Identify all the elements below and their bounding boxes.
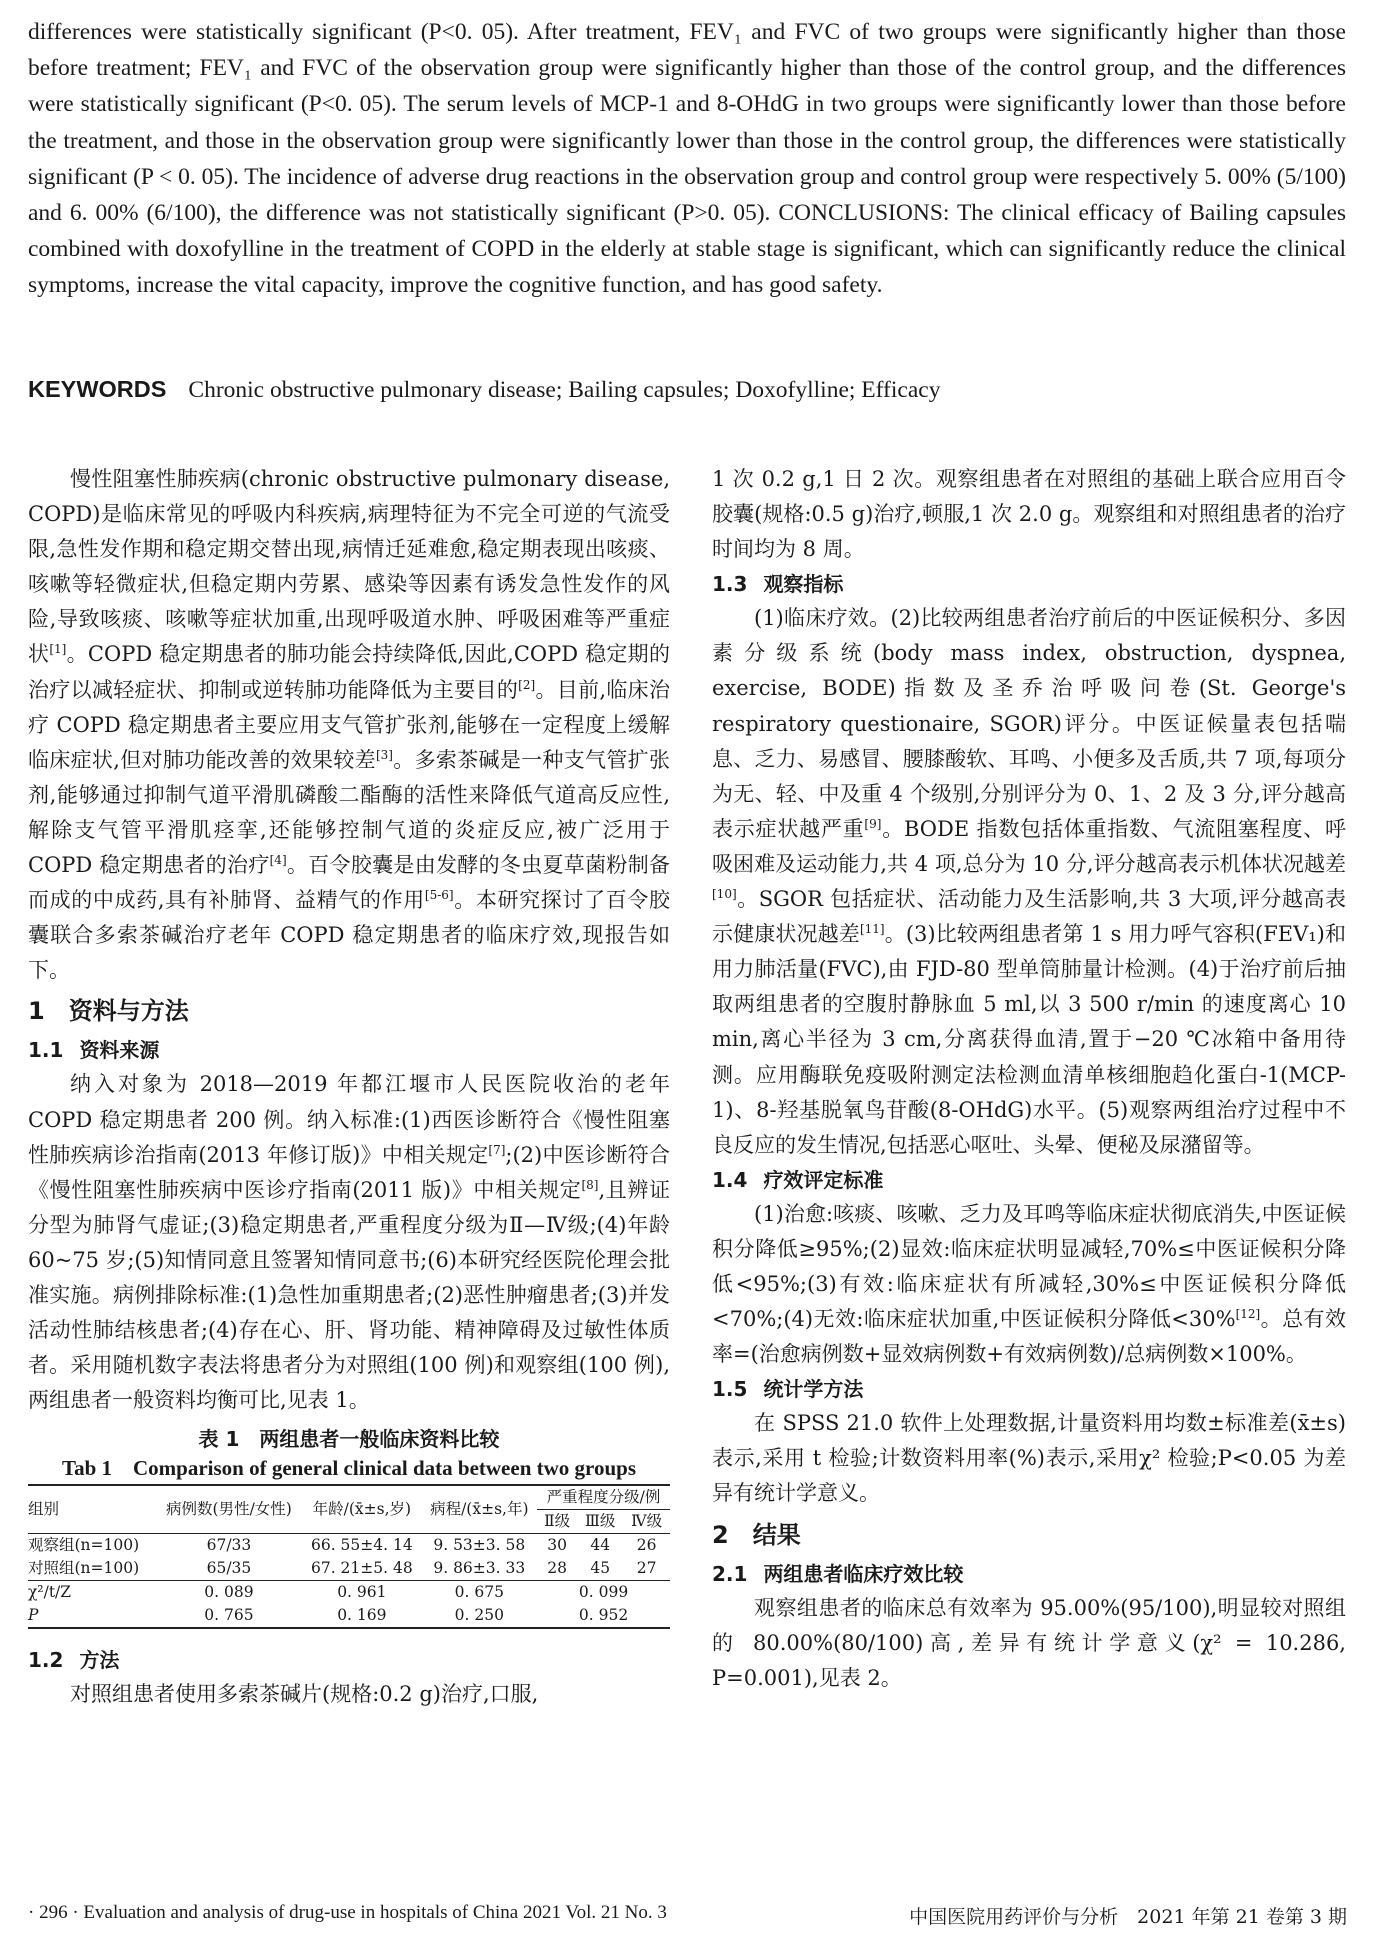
table-row: 对照组(n=100) 65/35 67. 21±5. 48 9. 86±3. 33 28 45 27 <box>28 1559 657 1578</box>
section-heading-1-1: 1.1 资料来源 <box>28 1038 160 1063</box>
section-heading-2: 2 结果 <box>712 1520 801 1549</box>
right-column <box>712 462 1346 1696</box>
left-column <box>28 462 670 1712</box>
keywords-line <box>28 376 1346 404</box>
table-row-stat: χ²/t/Z 0. 089 0. 961 0. 675 0. 099 <box>28 1581 670 1605</box>
method-paragraph: 对照组患者使用多索茶碱片(规格:0.2 g)治疗,口服, <box>70 1682 539 1707</box>
table-row-p: P 0. 765 0. 169 0. 250 0. 952 <box>28 1606 629 1625</box>
header-grade-3: Ⅲ级 <box>577 1510 623 1534</box>
results-paragraph: 观察组患者的临床总有效率为 95.00%(95/100),明显较对照组的 80.00%(80/100)高,差异有统计学意义(χ² = 10.286, P=0.001),见表 2。 <box>712 1595 1346 1690</box>
method-paragraph-cont: 1 次 0.2 g,1 日 2 次。观察组患者在对照组的基础上联合应用百令胶囊(规格:0.5 g)治疗,顿服,1 次 2.0 g。观察组和对照组患者的治疗时间均为 8 周。 <box>712 467 1346 562</box>
indicators-paragraph: (1)临床疗效。(2)比较两组患者治疗前后的中医证候积分、多因素分级系统(body mass index, obstruction, dyspnea, exercise, BODE)指数及圣乔治呼吸问卷(St. George's respiratory questionaire, SGOR)评分。中医证候量表包括喘息、乏力、易感冒、腰膝酸软、耳鸣、小便多及舌质,共 7 项,每项分为无、轻、中及重 4 个级别,分别评分为 0、1、2 及 3 分,评分越高表示症状越严重[9]。BODE 指数包括体重指数、气流阻塞程度、呼吸困难及运动能力,共 4 项,总分为 10 分,评分越高表示机体状况越差[10]。SGOR 包括症状、活动能力及生活影响,共 3 大项,评分越高表示健康状况越差[11]。(3)比较两组患者第 1 s 用力呼气容积(FEV₁)和用力肺活量(FVC),由 FJD-80 型单筒肺量计检测。(4)于治疗前后抽取两组患者的空腹肘静脉血 5 ml,以 3 500 r/min 的速度离心 10 min,离心半径为 3 cm,分离获得血清,置于−20 ℃冰箱中备用待测。应用酶联免疫吸附测定法检测血清单核细胞趋化蛋白-1(MCP-1)、8-羟基脱氧鸟苷酸(8-OHdG)水平。(5)观察两组治疗过程中不良反应的发生情况,包括恶心呕吐、头晕、便秘及尿潴留等。 <box>712 606 1347 1157</box>
keywords-text: Chronic obstructive pulmonary disease; Bailing capsules; Doxofylline; Efficacy <box>188 377 941 403</box>
header-group: 组别 <box>28 1485 156 1534</box>
table-caption: 表 1 两组患者一般临床资料比较 <box>198 1427 500 1452</box>
section-heading-1-4: 1.4 疗效评定标准 <box>712 1167 884 1192</box>
header-grade-2: Ⅱ级 <box>537 1510 577 1534</box>
section-heading-1-2: 1.2 方法 <box>28 1648 120 1673</box>
header-grade-4: Ⅳ级 <box>623 1510 670 1534</box>
table-caption-en: Tab 1 Comparison of general clinical data between two groups <box>61 1456 636 1481</box>
section-heading-1-5: 1.5 统计学方法 <box>712 1377 864 1402</box>
footer-right: 中国医院用药评价与分析 2021 年第 21 卷第 3 期 <box>909 1906 1347 1928</box>
statistics-paragraph: 在 SPSS 21.0 软件上处理数据,计量资料用均数±标准差(x̄±s)表示,采用 t 检验;计数资料用率(%)表示,采用χ² 检验;P<0.05 为差异有统计学意义。 <box>712 1411 1346 1506</box>
footer-left: · 296 · Evaluation and analysis of drug-use in hospitals of China 2021 Vol. 21 No. 3 <box>28 1902 667 1923</box>
keywords-label: KEYWORDS <box>28 376 167 402</box>
header-cases: 病例数(男性/女性) <box>156 1485 303 1534</box>
section-heading-1: 1 资料与方法 <box>28 997 189 1026</box>
header-age: 年龄/(x̄±s,岁) <box>302 1485 421 1534</box>
data-source-paragraph: 纳入对象为 2018—2019 年都江堰市人民医院收治的老年 COPD 稳定期患者 200 例。纳入标准:(1)西医诊断符合《慢性阻塞性肺疾病诊治指南(2013 年修订版)》中相关规定[7];(2)中医诊断符合《慢性阻塞性肺疾病中医诊疗指南(2011 版)》中相关规定[8],且辨证分型为肺肾气虚证;(3)稳定期患者,严重程度分级为Ⅱ—Ⅳ级;(4)年龄 60~75 岁;(5)知情同意且签署知情同意书;(6)本研究经医院伦理会批准实施。病例排除标准:(1)急性加重期患者;(2)恶性肿瘤患者;(3)并发活动性肺结核患者;(4)存在心、肝、肾功能、精神障碍及过敏性体质者。采用随机数字表法将患者分为对照组(100 例)和观察组(100 例),两组患者一般资料均衡可比,见表 1。 <box>28 1072 670 1413</box>
table-row: 观察组(n=100) 67/33 66. 55±4. 14 9. 53±3. 58 30 44 26 <box>28 1536 657 1555</box>
section-heading-2-1: 2.1 两组患者临床疗效比较 <box>712 1561 964 1586</box>
clinical-data-table <box>28 1484 670 1629</box>
header-course: 病程/(x̄±s,年) <box>422 1485 538 1534</box>
section-heading-1-3: 1.3 观察指标 <box>712 572 844 597</box>
english-abstract: differences were statistically significant (P<0. 05). After treatment, FEV₁ and FVC of two groups were significantly higher than those before treatment; FEV₁ and FVC of the observation group were significantly higher than those of the control group, and the differences were statistically significant (P<0. 05). The serum levels of MCP-1 and 8-OHdG in two groups were significantly lower than those before the treatment, and those in the observation group were significantly lower than those in the control group, the differences were statistically significant (P < 0. 05). The incidence of adverse drug reactions in the observation group and control group were respectively 5. 00% (5/100) and 6. 00% (6/100), the difference was not statistically significant (P>0. 05). CONCLUSIONS: The clinical efficacy of Bailing capsules combined with doxofylline in the treatment of COPD in the elderly at stable stage is significant, which can significantly reduce the clinical symptoms, increase the vital capacity, improve the cognitive function, and has good safety. <box>28 19 1346 299</box>
intro-paragraph: 慢性阻塞性肺疾病(chronic obstructive pulmonary disease, COPD)是临床常见的呼吸内科疾病,病理特征为不完全可逆的气流受限,急性发作期和稳定期交替出现,病情迁延难愈,稳定期表现出咳痰、咳嗽等轻微症状,但稳定期内劳累、感染等因素有诱发急性发作的风险,导致咳痰、咳嗽等症状加重,出现呼吸道水肿、呼吸困难等严重症状[1]。COPD 稳定期患者的肺功能会持续降低,因此,COPD 稳定期的治疗以减轻症状、抑制或逆转肺功能降低为主要目的[2]。目前,临床治疗 COPD 稳定期患者主要应用支气管扩张剂,能够在一定程度上缓解临床症状,但对肺功能改善的效果较差[3]。多索茶碱是一种支气管扩张剂,能够通过抑制气道平滑肌磷酸二酯酶的活性来降低气道高反应性,解除支气管平滑肌痉挛,还能够控制气道的炎症反应,被广泛用于 COPD 稳定期患者的治疗[4]。百令胶囊是由发酵的冬虫夏草菌粉制备而成的中成药,具有补肺肾、益精气的作用[5-6]。本研究探讨了百令胶囊联合多索茶碱治疗老年 COPD 稳定期患者的临床疗效,现报告如下。 <box>28 467 670 983</box>
header-grade: 严重程度分级/例 <box>537 1485 670 1510</box>
criteria-paragraph: (1)治愈:咳痰、咳嗽、乏力及耳鸣等临床症状彻底消失,中医证候积分降低≥95%;(2)显效:临床症状明显减轻,70%≤中医证候积分降低<95%;(3)有效:临床症状有所减轻,30%≤中医证候积分降低<70%;(4)无效:临床症状加重,中医证候积分降低<30%[12]。总有效率=(治愈病例数+显效病例数+有效病例数)/总病例数×100%。 <box>712 1201 1346 1367</box>
